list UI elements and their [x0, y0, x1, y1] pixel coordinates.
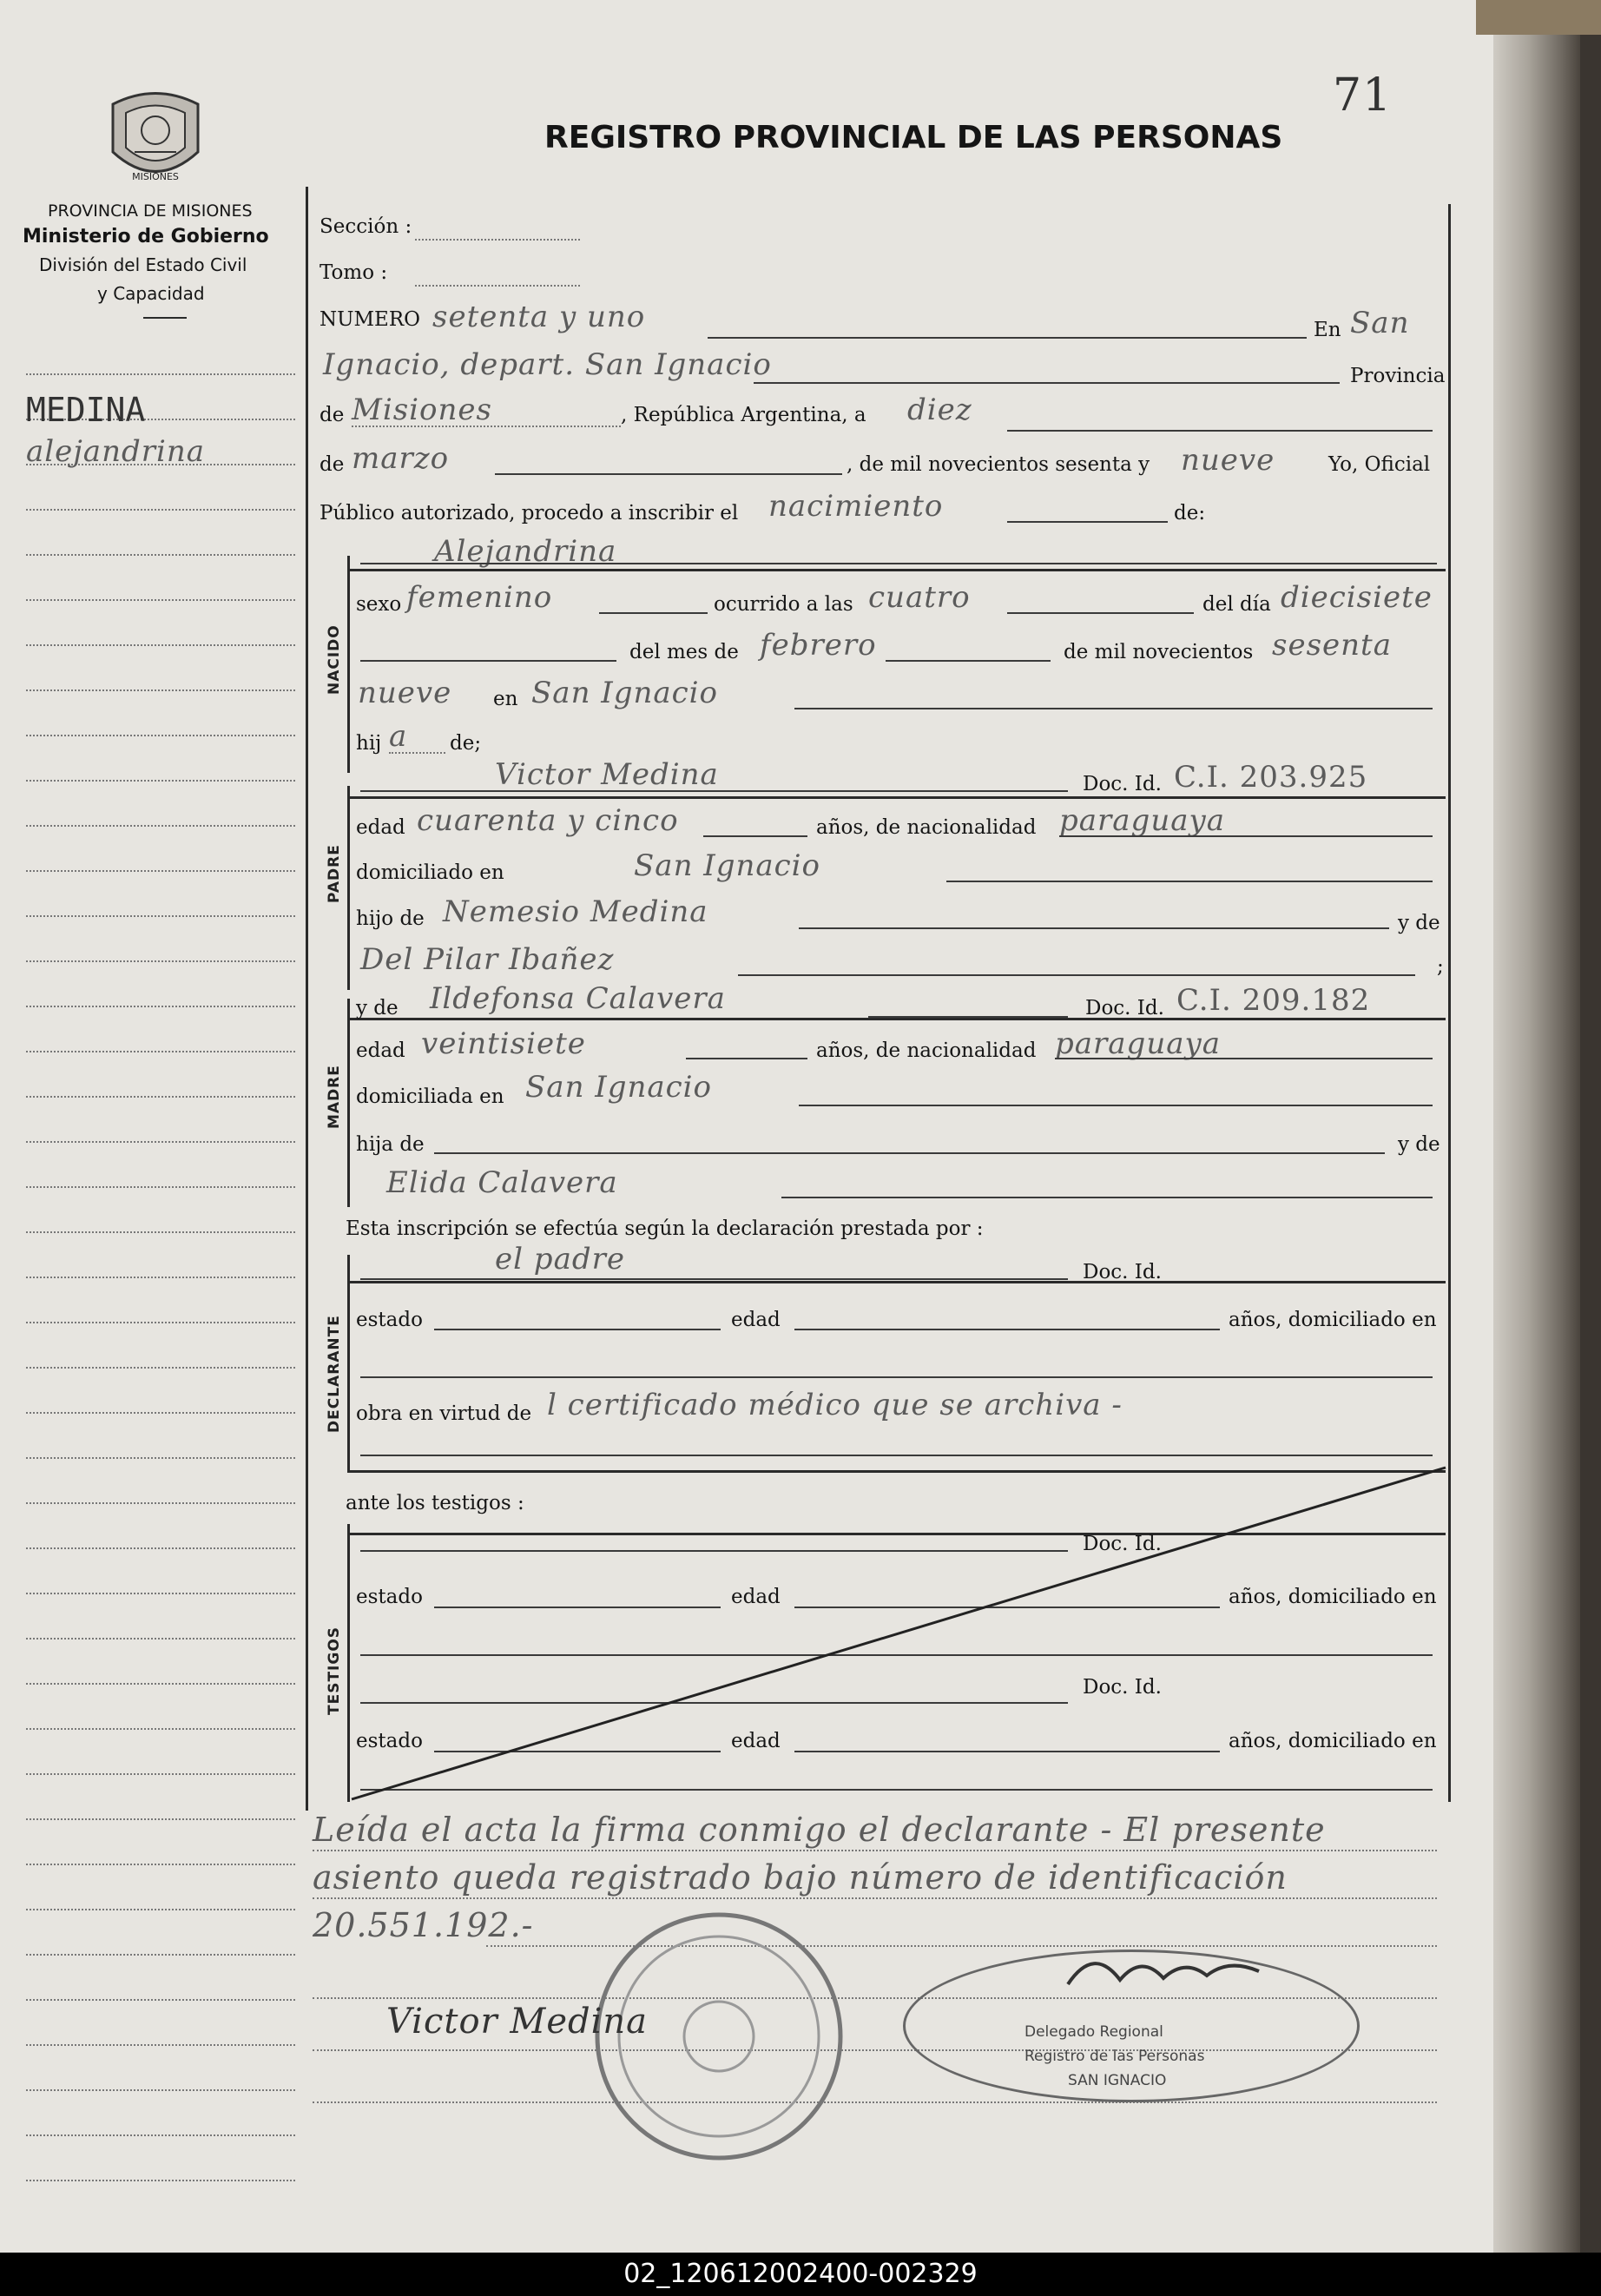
office-line-4: y Capacidad	[97, 283, 205, 304]
declarante-label: DECLARANTE	[326, 1315, 343, 1433]
province-value: Misiones	[352, 393, 492, 427]
year-label: , de mil novecientos sesenta y	[847, 453, 1150, 476]
de2-label: de:	[1174, 502, 1206, 525]
act-value: nacimiento	[768, 489, 944, 524]
nacido-name-value: Alejandrina	[434, 534, 617, 569]
padre-edad-label: edad	[356, 816, 405, 839]
padre-doc-value: C.I. 203.925	[1174, 760, 1368, 795]
padre-hijo-label: hijo de	[356, 907, 425, 930]
day-value: diez	[907, 393, 972, 427]
form-title: REGISTRO PROVINCIAL DE LAS PERSONAS	[544, 120, 1283, 155]
closing-line-3: 20.551.192.-	[313, 1906, 534, 1944]
closing-rule-1	[313, 1850, 1437, 1851]
hij-de-label: de;	[450, 732, 482, 755]
declarante-domicilio-label: años, domiciliado en	[1229, 1309, 1437, 1331]
closing-rule-2	[313, 1897, 1437, 1899]
madre-nacionalidad-value: paraguaya	[1055, 1026, 1221, 1061]
padre-edad-value: cuarenta y cinco	[417, 803, 679, 838]
image-footer	[0, 2253, 1601, 2296]
republica-label: , República Argentina, a	[621, 404, 866, 426]
padre-nacionalidad-value: paraguaya	[1059, 803, 1225, 838]
stamp-line-1: Delegado Regional	[1025, 2023, 1163, 2041]
madre-mother-value: Elida Calavera	[386, 1165, 618, 1200]
madre-hija-label: hija de	[356, 1133, 425, 1156]
padre-name-value: Victor Medina	[495, 757, 719, 792]
month-value: marzo	[352, 441, 450, 476]
padre-nacionalidad-label: años, de nacionalidad	[816, 816, 1037, 839]
year-value: nueve	[1181, 443, 1275, 478]
nacido-year2-value: nueve	[358, 676, 452, 710]
hour-value: cuatro	[868, 580, 971, 615]
testigo2-domicilio-label: años, domiciliado en	[1229, 1730, 1437, 1752]
testigo1-edad-label: edad	[731, 1586, 781, 1608]
nacido-year1-value: sesenta	[1272, 628, 1392, 663]
dia-label: del día	[1202, 593, 1271, 616]
book-binding	[1476, 0, 1601, 35]
nacido-label: NACIDO	[326, 624, 343, 695]
office-line-2: Ministerio de Gobierno	[23, 226, 269, 247]
madre-yde-label: y de	[356, 997, 399, 1019]
margin-given-name: alejandrina	[26, 434, 206, 469]
madre-domicilio-label: domiciliada en	[356, 1085, 504, 1108]
de-label-2: de	[320, 453, 345, 476]
padre-mother-value: Del Pilar Ibañez	[360, 942, 615, 977]
sexo-label: sexo	[356, 593, 402, 616]
ocurrido-label: ocurrido a las	[714, 593, 853, 616]
madre-label: MADRE	[326, 1065, 343, 1129]
padre-domicilio-value: San Ignacio	[634, 848, 821, 883]
padre-domicilio-label: domiciliado en	[356, 861, 504, 884]
numero-value: setenta y uno	[432, 300, 646, 334]
testigo1-doc-label: Doc. Id.	[1083, 1533, 1162, 1555]
madre-edad-label: edad	[356, 1039, 405, 1062]
nacido-month-value: febrero	[760, 628, 877, 663]
stamp-line-3: SAN IGNACIO	[1068, 2072, 1167, 2089]
hij-suffix: a	[389, 719, 408, 754]
madre-edad-value: veintisiete	[421, 1026, 586, 1061]
seal-label: MISIONES	[132, 171, 179, 182]
en-label: En	[1314, 319, 1341, 341]
declarante-edad-label: edad	[731, 1309, 781, 1331]
seccion-label: Sección :	[320, 215, 412, 238]
declarante-estado-label: estado	[356, 1309, 423, 1331]
oficial-label: Yo, Oficial	[1328, 453, 1431, 476]
nacido-en-label: en	[493, 688, 518, 710]
madre-yde2-label: y de	[1398, 1133, 1440, 1156]
closing-line-2: asiento queda registrado bajo número de identificación	[313, 1858, 1288, 1897]
office-line-1: PROVINCIA DE MISIONES	[48, 201, 253, 221]
image-id-label: 02_120612002400-002329	[623, 2259, 978, 2289]
madre-doc-value: C.I. 209.182	[1176, 983, 1371, 1018]
sexo-value: femenino	[406, 580, 553, 615]
en-value: San	[1350, 306, 1410, 340]
mes-label: del mes de	[629, 641, 739, 663]
margin-surname: MEDINA	[26, 391, 146, 429]
testigos-intro: ante los testigos :	[346, 1492, 524, 1514]
padre-doc-label: Doc. Id.	[1083, 773, 1162, 795]
nacido-place-value: San Ignacio	[531, 676, 719, 710]
testigos-label: TESTIGOS	[326, 1626, 343, 1715]
testigo2-edad-label: edad	[731, 1730, 781, 1752]
novecientos-label: de mil novecientos	[1064, 641, 1254, 663]
padre-yde-label: y de	[1398, 912, 1440, 934]
madre-nacionalidad-label: años, de nacionalidad	[816, 1039, 1037, 1062]
page-number: 71	[1333, 69, 1393, 122]
testigo1-estado-label: estado	[356, 1586, 423, 1608]
testigo2-doc-label: Doc. Id.	[1083, 1676, 1162, 1699]
stamp-line-2: Registro de las Personas	[1025, 2048, 1205, 2065]
page-stack-edge	[1493, 0, 1580, 2253]
padre-semicolon: ;	[1437, 955, 1444, 978]
madre-name-value: Ildefonsa Calavera	[430, 981, 726, 1016]
declarant-signature: Victor Medina	[386, 2002, 649, 2042]
publico-label: Público autorizado, procedo a inscribir el	[320, 502, 739, 525]
testigo2-estado-label: estado	[356, 1730, 423, 1752]
closing-line-1: Leída el acta la firma conmigo el declarante - El presente	[313, 1811, 1326, 1849]
declarante-intro: Esta inscripción se efectúa según la declaración prestada por :	[346, 1217, 984, 1240]
closing-rule-6	[313, 2101, 1437, 2103]
declarante-doc-label: Doc. Id.	[1083, 1261, 1162, 1283]
obra-value: l certificado médico que se archiva -	[547, 1388, 1123, 1422]
nacido-day-value: diecisiete	[1281, 580, 1433, 615]
madre-domicilio-value: San Ignacio	[525, 1070, 713, 1105]
madre-doc-label: Doc. Id.	[1085, 997, 1164, 1019]
place-value: Ignacio, depart. San Ignacio	[323, 347, 772, 382]
office-line-3: División del Estado Civil	[39, 254, 247, 275]
testigo1-domicilio-label: años, domiciliado en	[1229, 1586, 1437, 1608]
hij-label: hij	[356, 732, 382, 755]
obra-label: obra en virtud de	[356, 1402, 532, 1425]
tomo-label: Tomo :	[320, 261, 388, 284]
padre-father-value: Nemesio Medina	[443, 894, 708, 929]
numero-label: NUMERO	[320, 308, 421, 331]
declarante-name-value: el padre	[495, 1242, 625, 1277]
de-label: de	[320, 404, 345, 426]
padre-label: PADRE	[326, 844, 343, 903]
provincia-label: Provincia	[1350, 365, 1446, 387]
